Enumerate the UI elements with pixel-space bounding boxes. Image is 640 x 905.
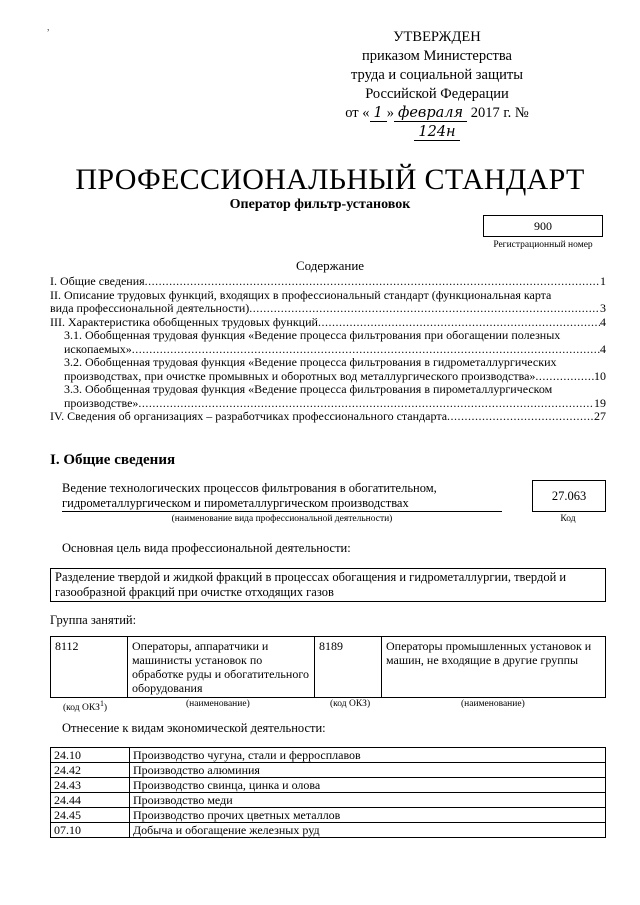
approval-line3: труда и социальной защиты [351, 67, 523, 83]
table-row: 07.10 Добыча и обогащение железных руд [51, 823, 606, 838]
table-row: 24.45 Производство прочих цветных металлов [51, 808, 606, 823]
table-of-contents [50, 275, 606, 424]
document-title: ПРОФЕССИОНАЛЬНЫЙ СТАНДАРТ [75, 163, 585, 196]
okved-table [50, 747, 606, 838]
section-heading: I. Общие сведения [50, 452, 176, 468]
toc-item[interactable]: производствах, при очистке промывных и оборотных вод металлургического производства» ..... 10 [50, 370, 606, 384]
toc-item[interactable]: III. Характеристика обобщенных трудовых функций ..... 4 [50, 316, 606, 330]
occupation-table [50, 636, 606, 698]
activity-code: 27.063 [532, 480, 606, 512]
registration-number: 900 [483, 215, 603, 237]
toc-item-line: II. Описание трудовых функций, входящих в профессиональный стандарт (функциональная карта [50, 287, 552, 302]
scan-mark: , [47, 22, 50, 33]
activity-caption: (наименование вида профессиональной деятельности) [171, 514, 393, 524]
toc-item[interactable]: I. Общие сведения ..... 1 [50, 275, 606, 289]
table-row: 24.44 Производство меди [51, 793, 606, 808]
approval-month: февраля [394, 105, 467, 122]
activity-name: Ведение технологических процессов фильтрования в обогатительном, гидрометаллургическом и пирометаллургическом производствах [62, 481, 502, 512]
toc-item-line: 3.2. Обобщенная трудовая функция «Ведение процесса фильтрования в гидрометаллургических [64, 355, 557, 369]
occ-code-caption: (код ОКЗ$^1$) [63, 699, 108, 714]
document-subtitle: Оператор фильтр-установок [229, 197, 411, 212]
approval-date: от « 1 » февраля 2017 г. № 124н [345, 105, 529, 140]
approval-line4: Российской Федерации [365, 86, 509, 102]
approval-line2: приказом Министерства [362, 48, 512, 64]
approval-number: 124н [414, 124, 459, 141]
occ-name-caption: (наименование) [186, 699, 250, 709]
occupation-name: Операторы, аппаратчики и машинисты установок по обработке руды и обогатительного оборудования [128, 637, 315, 698]
group-label: Группа занятий: [50, 613, 137, 627]
toc-item[interactable]: IV. Сведения об организациях – разработчиках профессионального стандарта ..... 27 [50, 410, 606, 424]
toc-item[interactable]: производстве» ..... 19 [50, 397, 606, 411]
okved-label: Отнесение к видам экономической деятельности: [62, 721, 326, 735]
table-row: 24.43 Производство свинца, цинка и олова [51, 778, 606, 793]
toc-item[interactable]: ископаемых» ..... 4 [50, 343, 606, 357]
occupation-name: Операторы промышленных установок и машин, не входящие в другие группы [382, 637, 606, 698]
occupation-code: 8112 [51, 637, 128, 698]
registration-label: Регистрационный номер [493, 240, 593, 250]
toc-heading: Содержание [295, 258, 365, 273]
occ-name-caption: (наименование) [461, 699, 525, 709]
approval-line1: УТВЕРЖДЕН [393, 29, 481, 45]
occ-code-caption: (код ОКЗ) [330, 699, 371, 709]
table-row: 24.10 Производство чугуна, стали и ферросплавов [51, 748, 606, 763]
goal-text: Разделение твердой и жидкой фракций в процессах обогащения и гидрометаллургии, твердой и газообразной фракций при очистке отходящих газов [50, 568, 606, 602]
code-caption: Код [560, 514, 576, 524]
table-row [51, 637, 606, 698]
table-row: 24.42 Производство алюминия [51, 763, 606, 778]
goal-label: Основная цель вида профессиональной деятельности: [62, 541, 351, 555]
approval-block [322, 28, 552, 142]
approval-day: 1 [370, 105, 387, 122]
toc-item-line: 3.3. Обобщенная трудовая функция «Ведение процесса фильтрования в пирометаллургическом [64, 382, 553, 396]
occupation-code: 8189 [315, 637, 382, 698]
toc-item-line: 3.1. Обобщенная трудовая функция «Ведение процесса фильтрования при обогащении полезных [64, 328, 561, 342]
toc-item[interactable]: вида профессиональной деятельности) ..... 3 [50, 302, 606, 316]
